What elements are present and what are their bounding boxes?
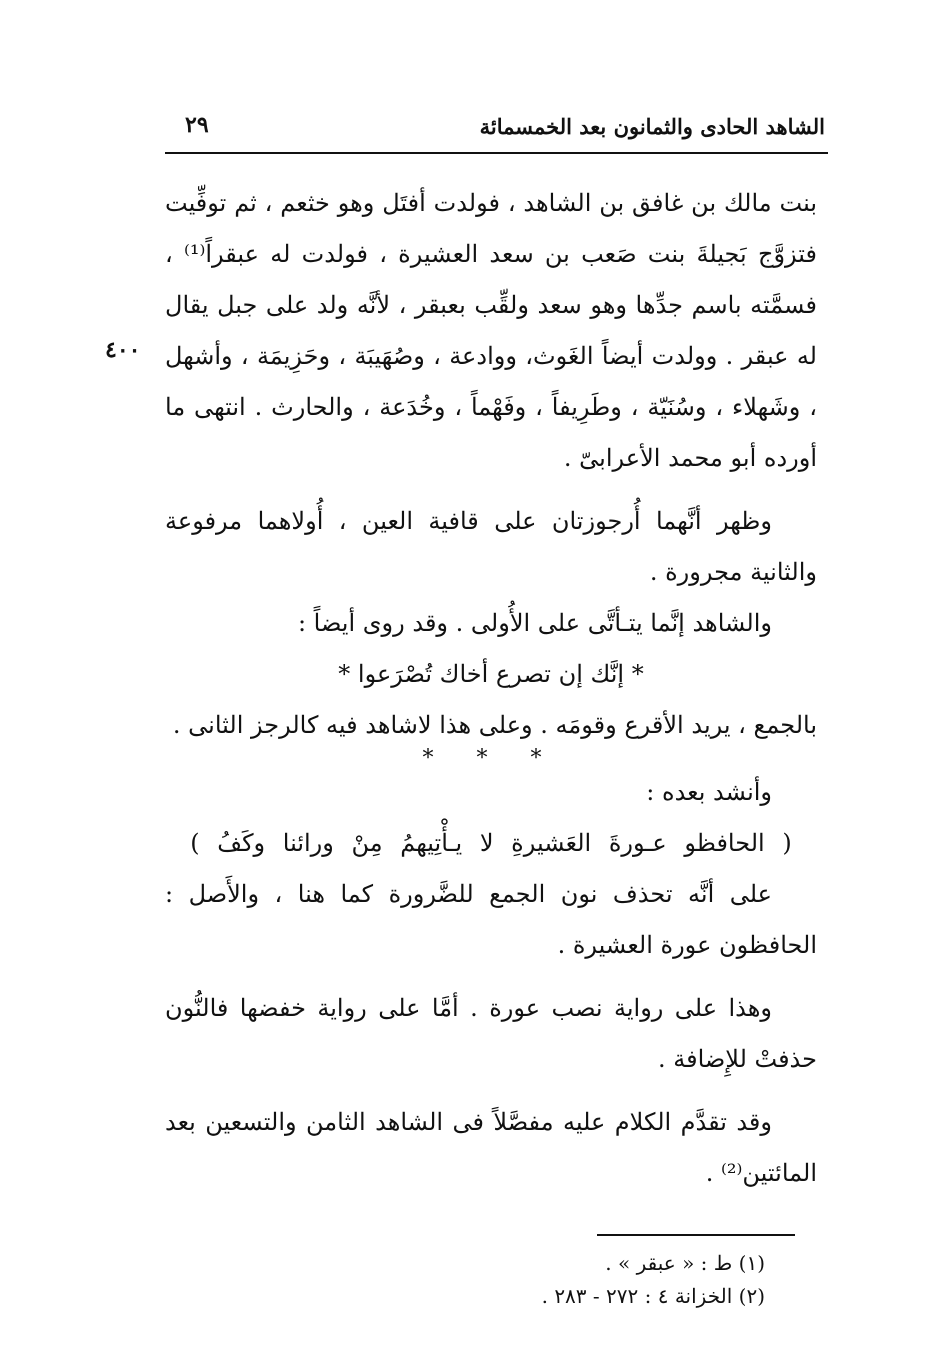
poetry-verse: ( الحافظو عـورةَ العَشيرةِ لا يـأْتِيهمُ مِنْ ورائنا وكَفُ ) [190,829,792,857]
paragraph-5: بالجمع ، يريد الأقرع وقومَه . وعلى هذا لاشاهد فيه كالرجز الثانى . [172,711,817,739]
paragraph-2: وظهر أنَّهما أُرجوزتان على قافية العين ، أُولاهما مرفوعة والثانية مجرورة . [165,507,817,586]
paragraph-1: بنت مالك بن غافق بن الشاهد ، فولدت أفتَل وهو خثعم ، ثم توفِّيت فتزوَّج بَجيلةَ بنت صَعب بن سعد العشيرة ، فولدت له عبقراً⁽¹⁾ ، فسمَّته باسم جدِّها وهو سعد ولقِّب بعبقر ، لأنَّه ولد على جبل يقال له عبقر . وولدت أيضاً الغَوث، ووادعة ، وصُهَيبَة ، وحَزِيمَة ، وأشهل ، وشَهلاء ، وسُنَيّة ، وطَرِيفاً ، وفَهْماً ، وخُدَعة ، والحارث . انتهى ما أورده أبو محمد الأعرابىّ . [165,189,817,472]
paragraph-8: وهذا على رواية نصب عورة . أمَّا على رواية خفضها فالنُّون حذفتْ للإِضافة . [165,994,817,1073]
footnotes [420,1247,765,1313]
body-text [165,178,817,1199]
paragraph-3: والشاهد إنَّما يتـأتَّى على الأُولى . وقد روى أيضاً : [297,609,772,637]
page-header [165,110,825,146]
section-divider-stars: * * * [422,746,560,771]
quoted-hemistich: * إنَّك إن تصرع أخاك تُصْرَعوا * [338,660,644,688]
paragraph-7: على أنَّه تحذف نون الجمع للضَّرورة كما هنا ، والأَصل : الحافظون عورة العشيرة . [165,880,817,959]
footnote-2: (٢) الخزانة ٤ : ٢٧٢ - ٢٨٣ . [541,1284,765,1308]
margin-number: ٤٠٠ [105,337,141,363]
paragraph-6: وأنشد بعده : [646,778,772,806]
header-rule [165,152,828,154]
paragraph-9: وقد تقدَّم الكلام عليه مفصَّلاً فى الشاهد الثامن والتسعين بعد المائتين⁽²⁾ . [165,1108,817,1187]
footnote-1: (١) ط : « عبقر » . [605,1251,765,1275]
running-head: الشاهد الحادى والثمانون بعد الخمسمائة [479,114,825,139]
footnote-rule [597,1234,795,1236]
page-number: ٢٩ [185,112,209,138]
